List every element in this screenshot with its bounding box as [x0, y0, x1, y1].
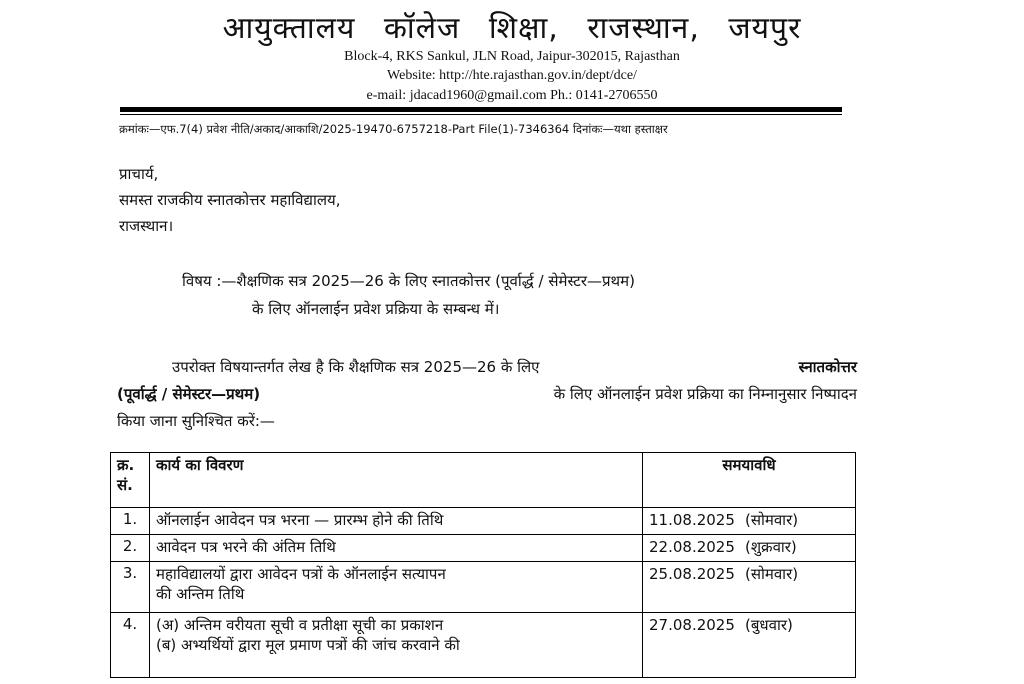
body-line-1-text: उपरोक्त विषयान्तर्गत लेख है कि शैक्षणिक सत्र 2025—26 के लिए	[172, 358, 540, 376]
header-time: समयावधि	[643, 453, 856, 508]
subject-line-1: विषय :—शैक्षणिक सत्र 2025—26 के लिए स्नातकोत्तर (पूर्वार्द्ध / सेमेस्टर—प्रथम)	[182, 272, 635, 290]
body-line-2	[117, 384, 857, 404]
office-address: Block-4, RKS Sankul, JLN Road, Jaipur-302015, Rajasthan	[344, 49, 680, 64]
schedule-table	[110, 452, 856, 678]
row-task: ऑनलाईन आवेदन पत्र भरना — प्रारम्भ होने की तिथि	[150, 508, 643, 535]
reference-number: क्रमांकः—एफ.7(4) प्रवेश नीति/अकाद/आकाशि/2025-19470-6757218-Part File(1)-7346364 दिनांकः—यथा हस्ताक्षर	[119, 122, 668, 136]
header-serial-no-a: क्र.	[117, 456, 135, 474]
table-row	[111, 613, 856, 678]
table-row	[111, 562, 856, 613]
header-serial-no	[111, 453, 150, 508]
office-contact: e-mail: jdacad1960@gmail.com Ph.: 0141-2706550	[366, 88, 658, 103]
row-task-line-1: (अ) अन्तिम वरीयता सूची व प्रतीक्षा सूची का प्रकाशन	[156, 616, 444, 634]
body-line-2-bold: (पूर्वार्द्ध / सेमेस्टर—प्रथम)	[117, 385, 261, 403]
body-line-1	[172, 357, 857, 377]
subject-line-2: के लिए ऑनलाईन प्रवेश प्रक्रिया के सम्बन्ध में।	[252, 300, 500, 318]
header-rule-thin	[120, 114, 842, 115]
table-row	[111, 508, 856, 535]
row-date	[643, 535, 856, 562]
recipient-line-1: प्राचार्य,	[119, 165, 159, 183]
row-task: आवेदन पत्र भरने की अंतिम तिथि	[150, 535, 643, 562]
row-serial: 3.	[111, 562, 150, 613]
row-date-value: 27.08.2025	[649, 616, 735, 634]
row-task-line-2: (ब) अभ्यर्थियों द्वारा मूल प्रमाण पत्रों की जांच करवाने की	[156, 636, 460, 654]
header-rule-thick	[120, 107, 842, 112]
row-task-line-1: महाविद्यालयों द्वारा आवेदन पत्रों के ऑनलाईन सत्यापन	[156, 565, 446, 583]
row-serial: 4.	[111, 613, 150, 678]
header-task: कार्य का विवरण	[150, 453, 643, 508]
row-date-value: 25.08.2025	[649, 565, 735, 583]
row-task	[150, 562, 643, 613]
row-day: (सोमवार)	[745, 565, 799, 583]
recipient-line-3: राजस्थान।	[119, 217, 174, 235]
table-row	[111, 535, 856, 562]
body-line-1-bold: स्नातकोत्तर	[798, 358, 857, 376]
row-day: (सोमवार)	[745, 511, 799, 529]
row-date	[643, 508, 856, 535]
header-serial-no-b: सं.	[117, 476, 133, 494]
office-website: Website: http://hte.rajasthan.gov.in/dept/dce/	[387, 68, 637, 83]
row-day: (बुधवार)	[745, 616, 793, 634]
row-day: (शुक्रवार)	[745, 538, 797, 556]
row-serial: 2.	[111, 535, 150, 562]
row-task-line-2: की अन्तिम तिथि	[156, 585, 245, 603]
body-line-3: किया जाना सुनिश्चित करें:—	[117, 412, 275, 430]
row-date-value: 22.08.2025	[649, 538, 735, 556]
row-task	[150, 613, 643, 678]
row-date	[643, 562, 856, 613]
table-header-row	[111, 453, 856, 508]
row-serial: 1.	[111, 508, 150, 535]
row-date-value: 11.08.2025	[649, 511, 735, 529]
office-title: आयुक्तालय कॉलेज शिक्षा, राजस्थान, जयपुर	[222, 11, 802, 46]
row-date	[643, 613, 856, 678]
body-line-2-text: के लिए ऑनलाईन प्रवेश प्रक्रिया का निम्नानुसार निष्पादन	[553, 385, 857, 403]
recipient-line-2: समस्त राजकीय स्नातकोत्तर महाविद्यालय,	[119, 191, 341, 209]
